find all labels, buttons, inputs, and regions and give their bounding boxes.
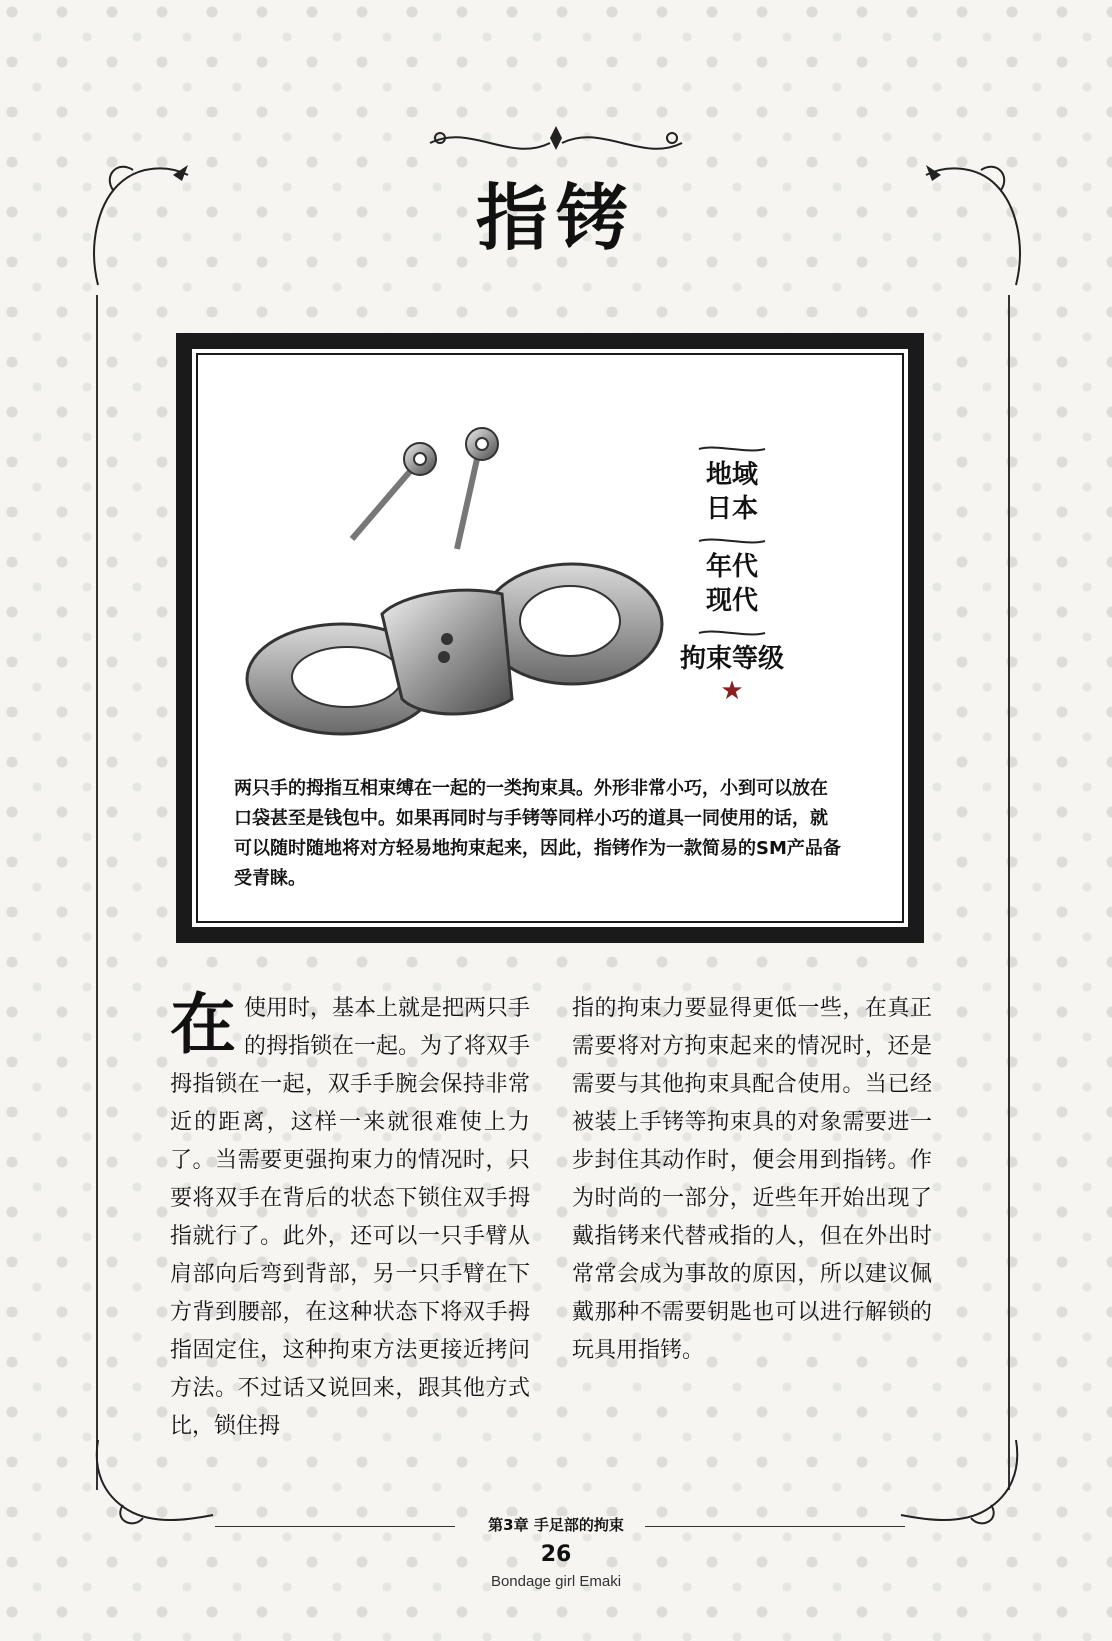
era-label: 年代 — [705, 552, 758, 582]
page-number: 26 — [540, 1542, 572, 1567]
drop-cap: 在 — [170, 986, 236, 1063]
era-value: 现代 — [705, 586, 758, 616]
footer-chapter — [0, 1514, 1112, 1535]
item-caption: 两只手的拇指互相束缚在一起的一类拘束具。外形非常小巧，小到可以放在口袋甚至是钱包中。如果再同时与手铐等同样小巧的道具一同使用的话，就可以随时随地将对方轻易地拘束起来，因此，指铐作为一款简易的SM产品备受青睐。 — [234, 778, 841, 889]
item-card — [176, 333, 924, 943]
divider-ornament — [697, 444, 767, 454]
page-title: 指铐 — [475, 176, 636, 260]
frame-line-right — [1008, 295, 1010, 1490]
thumbcuff-illustration — [232, 399, 672, 739]
region-value: 日本 — [705, 494, 758, 524]
divider-ornament — [697, 628, 767, 638]
restraint-level-label: 拘束等级 — [679, 644, 784, 674]
footer-brand: Bondage girl Emaki — [490, 1573, 622, 1590]
body-column-left — [170, 986, 531, 1446]
key-right — [457, 428, 498, 549]
body-column-right — [572, 990, 932, 1370]
restraint-level-star-icon: ★ — [720, 676, 744, 706]
body-text-right: 指的拘束力要显得更低一些，在真正需要将对方拘束起来的情况时，还是需要与其他拘束具配合使用。当已经被装上手铐等拘束具的对象需要进一步封住其动作时，便会用到指铐。作为时尚的一部分，近些年开始出现了戴指铐来代替戒指的人，但在外出时常常会成为事故的原因，所以建议佩戴那种不需要钥匙也可以进行解锁的玩具用指铐。 — [572, 996, 932, 1363]
chapter-title: 第3章 手足部的拘束 — [480, 1516, 632, 1534]
body-text-left: 使用时，基本上就是把两只手的拇指锁在一起。为了将双手拇指锁在一起，双手手腕会保持非常近的距离，这样一来就很难使上力了。当需要更强拘束力的情况时，只要将双手在背后的状态下锁住双手拇指就行了。此外，还可以一只手臂从肩部向后弯到背部，另一只手臂在下方背到腰部，在这种状态下将双手拇指固定住，这种拘束方法更接近拷问方法。不过话又说回来，跟其他方式比，锁住拇 — [170, 996, 531, 1439]
region-label: 地域 — [705, 460, 758, 490]
frame-line-left — [96, 295, 98, 1490]
key-left — [352, 443, 436, 539]
item-card-inner — [190, 347, 910, 929]
info-panel — [662, 444, 802, 706]
divider-ornament — [697, 536, 767, 546]
